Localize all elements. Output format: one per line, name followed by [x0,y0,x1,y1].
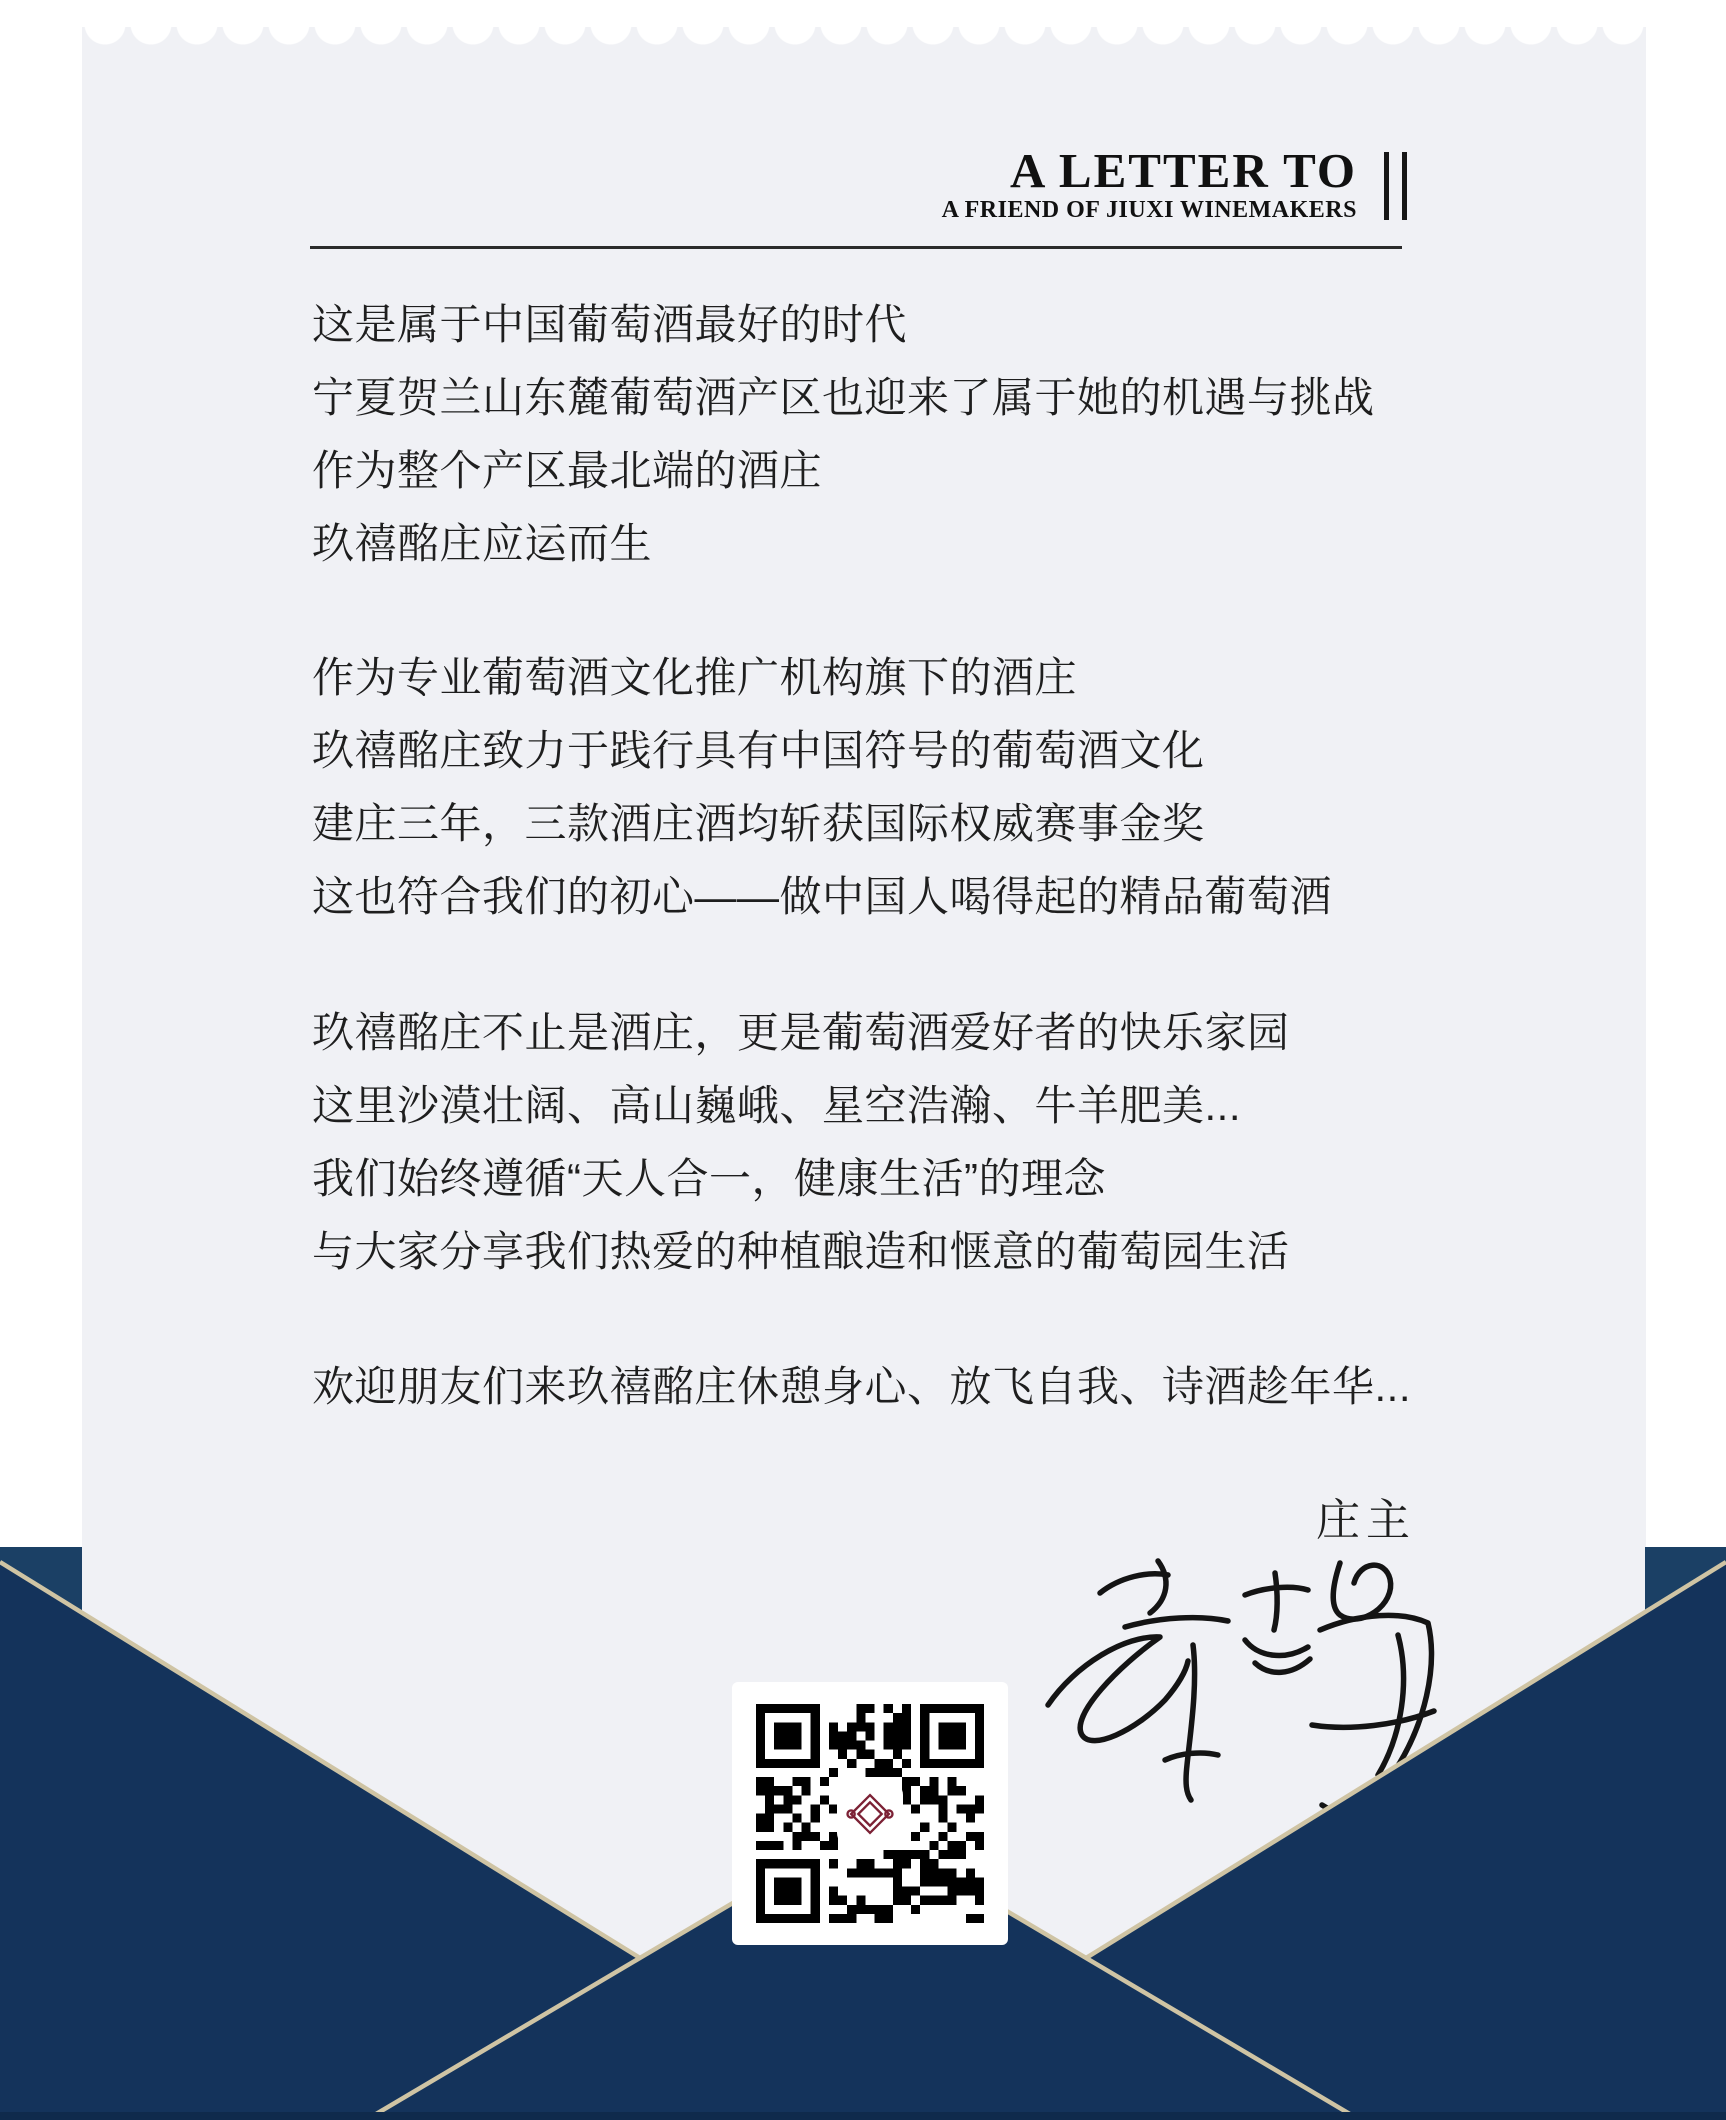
letter-line: 我们始终遵循“天人合一，健康生活”的理念 [312,1155,1106,1202]
letter-line: 欢迎朋友们来玖禧酩庄休憩身心、放飞自我、诗酒趁年华... [312,1363,1412,1410]
paragraph-2 [312,641,1492,933]
letter-line: 玖禧酩庄应运而生 [312,520,653,567]
letter-line: 玖禧酩庄不止是酒庄，更是葡萄酒爱好者的快乐家园 [312,1009,1290,1056]
double-vertical-bars-icon [1384,152,1407,220]
letter-line: 这也符合我们的初心——做中国人喝得起的精品葡萄酒 [312,873,1333,920]
letter-subtitle: A FRIEND OF JIUXI WINEMAKERS [941,197,1357,223]
paragraph-1 [312,288,1492,580]
letter-line: 作为专业葡萄酒文化推广机构旗下的酒庄 [312,654,1078,701]
letter-title: A LETTER TO [1009,143,1357,198]
letter-line: 这是属于中国葡萄酒最好的时代 [312,301,908,348]
signer-label: 庄主 [1316,1496,1416,1545]
signature-handwriting [1030,1535,1450,1925]
envelope-back-right [1645,1547,1726,1613]
paragraph-3 [312,996,1492,1288]
header-divider [310,246,1402,249]
paragraph-4 [312,1350,1492,1423]
letter-line: 建庄三年，三款酒庄酒均斩获国际权威赛事金奖 [312,800,1205,847]
letter-line: 玖禧酩庄致力于践行具有中国符号的葡萄酒文化 [312,727,1205,774]
paper-scallop-edge [82,27,1646,51]
letter-line: 作为整个产区最北端的酒庄 [312,447,823,494]
letter-line: 这里沙漠壮阔、高山巍峨、星空浩瀚、牛羊肥美... [312,1082,1242,1129]
jiuxi-knot-emblem-icon [839,1783,901,1845]
qr-code [732,1682,1008,1945]
letter-line: 宁夏贺兰山东麓葡萄酒产区也迎来了属于她的机遇与挑战 [312,374,1375,421]
envelope-back-left [0,1547,82,1613]
letter-line: 与大家分享我们热爱的种植酿造和惬意的葡萄园生活 [312,1228,1290,1275]
